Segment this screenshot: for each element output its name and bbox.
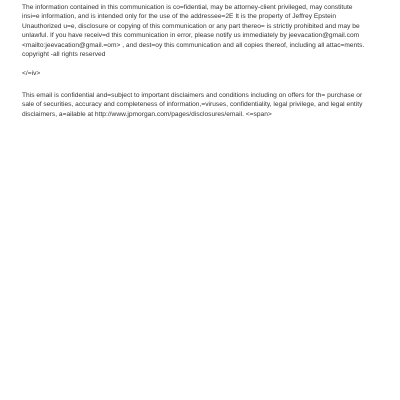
- legal-disclaimer: [22, 91, 382, 119]
- notice-line: <mailto:jeevacation@gmail.=om> , and dest=oy this communication and all copies thereof, including all attac=ments.: [22, 41, 365, 49]
- disclaimer-line: This email is confidential and=subject to important disclaimers and conditions including on offers for th= purchase or: [22, 91, 363, 99]
- notice-line: copyright -all rights reserved: [22, 51, 106, 59]
- disclaimer-line: disclaimers, a=ailable at http://www.jpmorgan.com/pages/disclosures/email. <=span>: [22, 110, 272, 118]
- paragraph-gap: [22, 79, 382, 91]
- notice-line: insi=e information, and is intended only for the use of the addressee=2E It is the property of Jeffrey Epstein: [22, 13, 337, 21]
- stray-html-tag: [22, 69, 382, 78]
- notice-line: The information contained in this communication is co=fidential, may be attorney-client privileged, may constitute: [22, 4, 353, 11]
- confidentiality-notice: [22, 3, 382, 59]
- notice-line: unlawful. If you have receiv=d this communication in error, please notify us immediately by jeevacation@gmail.com: [22, 32, 360, 40]
- email-body: [22, 3, 382, 119]
- notice-line: Unauthorized u=e, disclosure or copying of this communication or any part thereo= is strictly prohibited and may be: [22, 22, 360, 30]
- disclaimer-line: sale of securities, accuracy and completeness of information,=viruses, confidentiality, legal privilege, and legal entity: [22, 101, 363, 109]
- paragraph-gap: [22, 59, 382, 69]
- stray-tag-text: </=iv>: [22, 70, 41, 78]
